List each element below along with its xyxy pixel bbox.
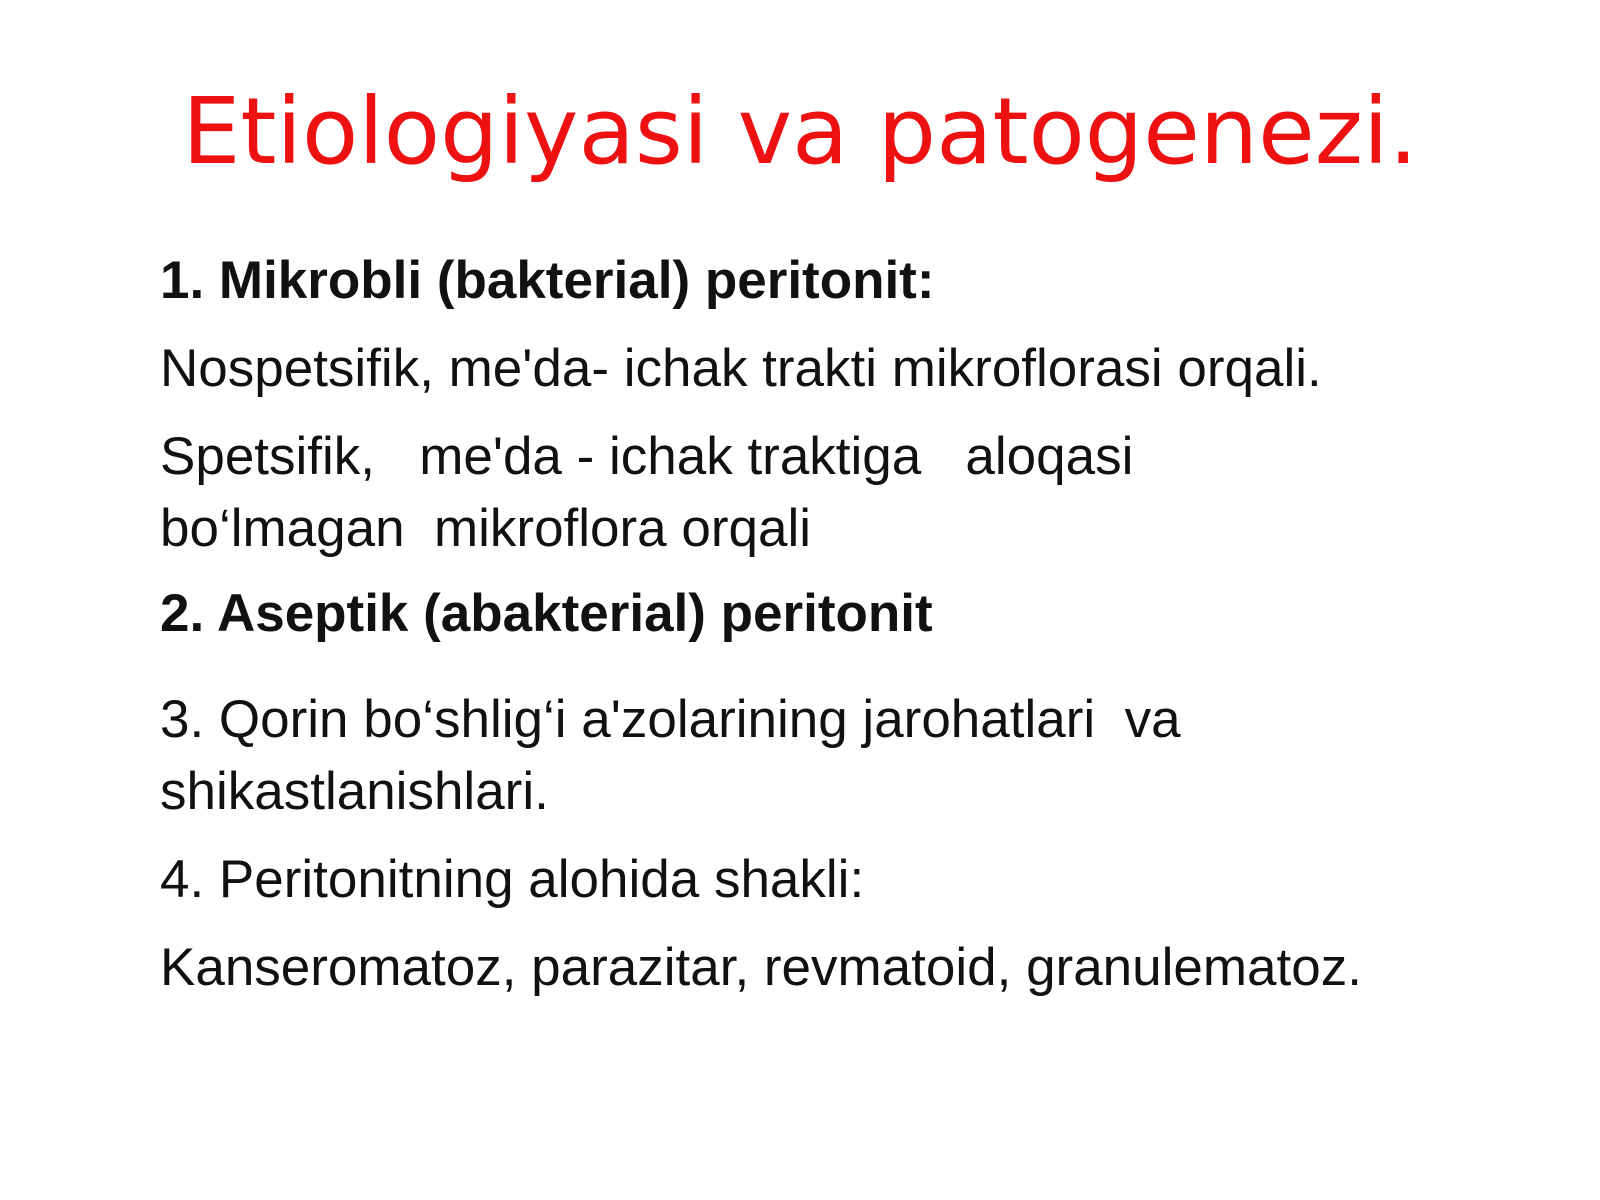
slide-title: Etiologiyasi va patogenezi. [182, 78, 1418, 185]
text-special-form: 4. Peritonitning alohida shakli: [160, 850, 865, 909]
text-special-form-types: Kanseromatoz, parazitar, revmatoid, granulematoz. [160, 938, 1362, 997]
text-injuries-line1: 3. Qorin bo‘shlig‘i a'zolarining jarohatlari va [160, 690, 1181, 749]
text-injuries-line2: shikastlanishlari. [160, 762, 549, 821]
slide-body [160, 245, 1540, 1004]
heading-aseptic-peritonitis: 2. Aseptik (abakterial) peritonit [160, 584, 933, 643]
heading-microbial-peritonitis: 1. Mikrobli (bakterial) peritonit: [160, 251, 935, 310]
text-specific-line1: Spetsifik, me'da - ichak traktiga aloqasi [160, 427, 1134, 486]
text-specific-line2: bo‘lmagan mikroflora orqali [160, 499, 812, 558]
text-nonspecific: Nospetsifik, me'da- ichak trakti mikroflorasi orqali. [160, 339, 1322, 398]
